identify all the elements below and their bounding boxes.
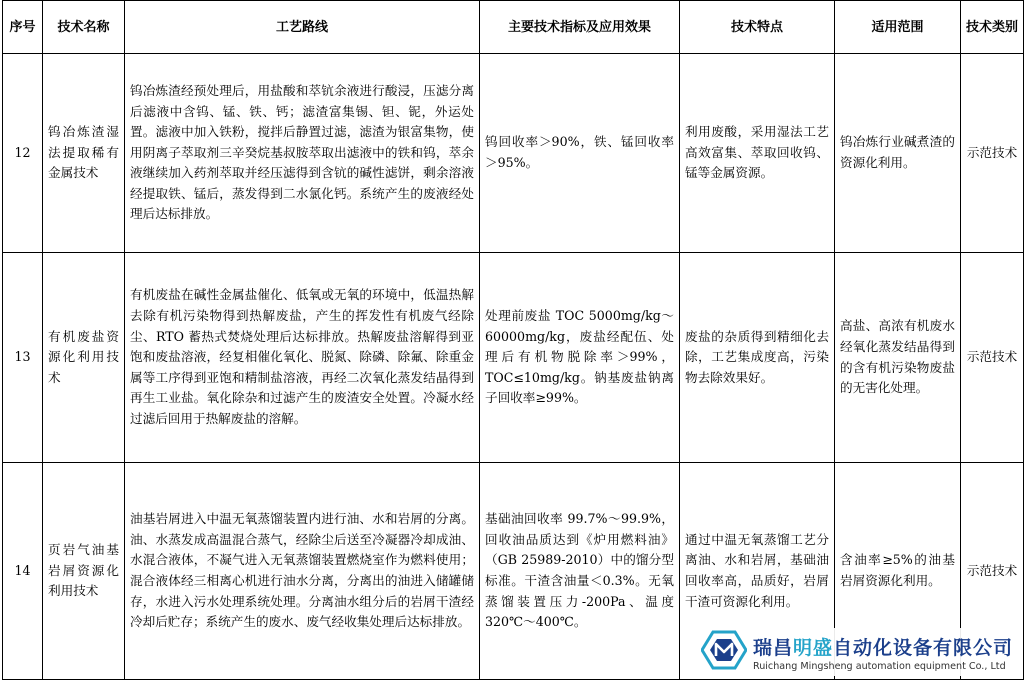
header-no: 序号: [3, 1, 43, 54]
cell-scope: 含油率≥5%的油基岩屑资源化利用。: [835, 463, 961, 680]
cell-indicators: 钨回收率＞90%，铁、锰回收率＞95%。: [480, 54, 680, 253]
cell-name: 页岩气油基岩屑资源化利用技术: [43, 463, 125, 680]
header-process: 工艺路线: [125, 1, 480, 54]
cell-name: 钨冶炼渣湿法提取稀有金属技术: [43, 54, 125, 253]
table-row: [3, 54, 1024, 253]
cell-indicators: 处理前废盐 TOC 5000mg/kg～60000mg/kg，废盐经配伍、处理后有机物脱除率＞99%，TOC≤10mg/kg。钠基废盐钠离子回收率≥99%。: [480, 253, 680, 463]
cell-no: 12: [3, 54, 43, 253]
cell-name: 有机废盐资源化利用技术: [43, 253, 125, 463]
cell-features: 废盐的杂质得到精细化去除，工艺集成度高，污染物去除效果好。: [680, 253, 835, 463]
cell-category: 示范技术: [961, 463, 1024, 680]
cell-process: 钨冶炼渣经预处理后，用盐酸和萃钪余液进行酸浸，压滤分离后滤液中含钨、锰、铁、钙；滤渣富集锡、钽、铌，外运处置。滤液中加入铁粉，搅拌后静置过滤，滤渣为银富集物，使用阴离子萃取剂三辛癸烷基叔胺萃取出滤液中的铁和钨，萃余液继续加入药剂萃取并经压滤得到含钪的碱性滤饼，剩余溶液经提取铁、锰后，蒸发得到二水氯化钙。系统产生的废液经处理后达标排放。: [125, 54, 480, 253]
header-category: 技术类别: [961, 1, 1024, 54]
cell-no: 13: [3, 253, 43, 463]
cell-no: 14: [3, 463, 43, 680]
header-features: 技术特点: [680, 1, 835, 54]
cell-indicators: 基础油回收率 99.7%～99.9%，回收油品质达到《炉用燃料油》（GB 25989-2010）中的馏分型标准。干渣含油量＜0.3%。无氧蒸馏装置压力-200Pa、温度 320℃～400℃。: [480, 463, 680, 680]
cell-category: 示范技术: [961, 253, 1024, 463]
company-logo: [699, 628, 1017, 676]
cell-scope: 高盐、高浓有机废水经氧化蒸发结晶得到的含有机污染物废盐的无害化处理。: [835, 253, 961, 463]
cell-category: 示范技术: [961, 54, 1024, 253]
header-name: 技术名称: [43, 1, 125, 54]
header-scope: 适用范围: [835, 1, 961, 54]
company-name-en: Ruichang Mingsheng automation equipment Co., Ltd: [752, 660, 1006, 672]
table-header-row: [3, 1, 1024, 54]
cell-process: 油基岩屑进入中温无氧蒸馏装置内进行油、水和岩屑的分离。油、水蒸发成高温混合蒸气，经除尘后送至冷凝器冷却成油、水混合液体，不凝气进入无氧蒸馏装置燃烧室作为燃料使用；混合液体经三相离心机进行油水分离，分离出的油进入储罐储存，水进入污水处理系统处理。分离油水组分后的岩屑干渣经冷却后贮存；系统产生的废水、废气经收集处理后达标排放。: [125, 463, 480, 680]
mingsheng-hexagon-logo-icon: [701, 630, 747, 674]
technology-table: [2, 0, 1024, 680]
company-name-cn: 瑞昌明盛自动化设备有限公司: [752, 636, 1013, 659]
table-row: [3, 253, 1024, 463]
cell-features: 利用废酸，采用湿法工艺高效富集、萃取回收钨、锰等金属资源。: [680, 54, 835, 253]
header-indicators: 主要技术指标及应用效果: [480, 1, 680, 54]
cell-process: 有机废盐在碱性金属盐催化、低氧或无氧的环境中，低温热解去除有机污染物得到热解废盐，产生的挥发性有机废气经除尘、RTO 蓄热式焚烧处理后达标排放。热解废盐溶解得到亚饱和废盐溶液，经复相催化氧化、脱氮、除磷、除氟、除重金属等工序得到亚饱和精制盐溶液，再经二次氧化蒸发结晶得到再生工业盐。氧化除杂和过滤产生的废渣安全处置。冷凝水经过滤后回用于热解废盐的溶解。: [125, 253, 480, 463]
cell-scope: 钨冶炼行业碱煮渣的资源化利用。: [835, 54, 961, 253]
cell-features: 通过中温无氧蒸馏工艺分离油、水和岩屑，基础油回收率高，品质好，岩屑干渣可资源化利用。: [680, 463, 835, 680]
